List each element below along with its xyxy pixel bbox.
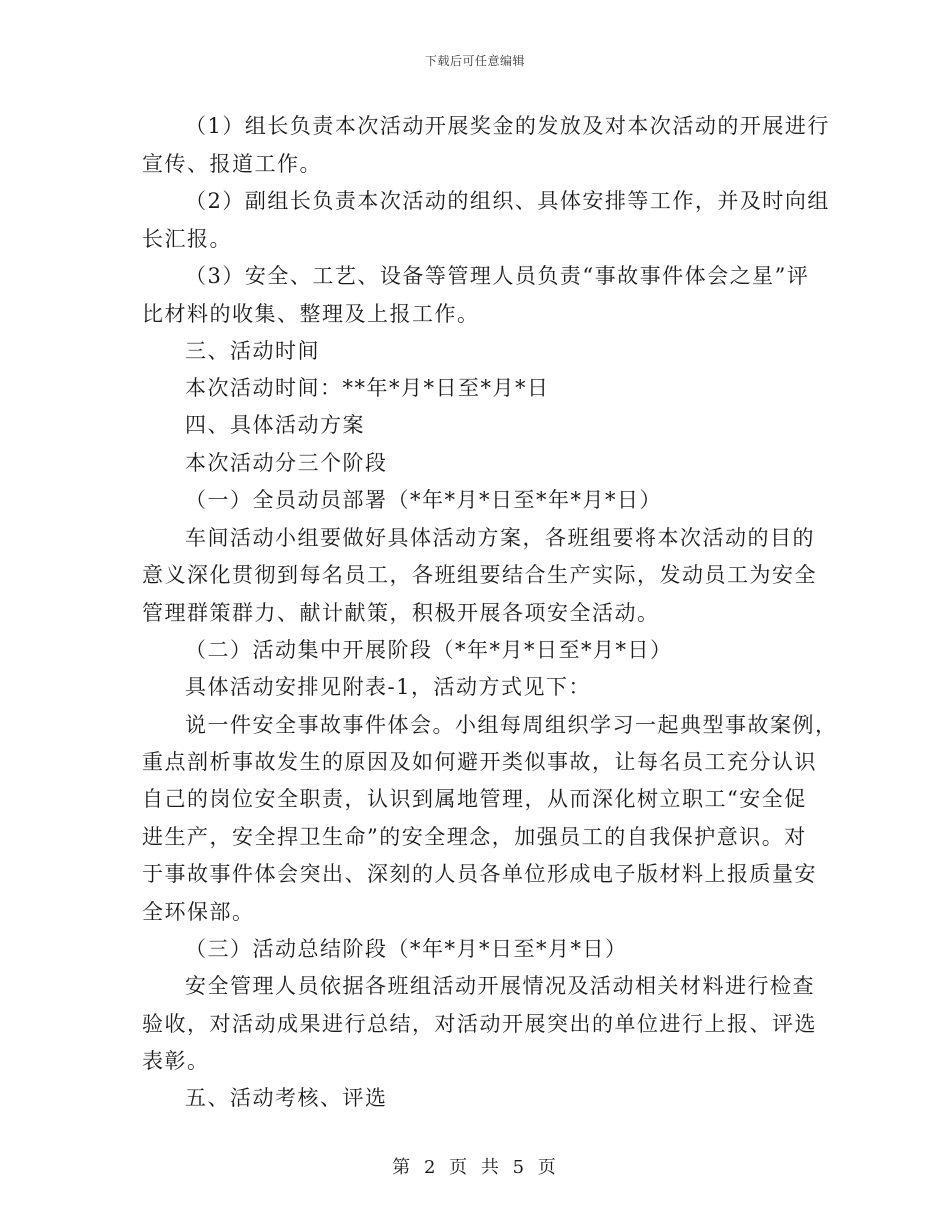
section-heading: 五、活动考核、评选 [185, 1086, 388, 1110]
paragraph-line: 安全管理人员依据各班组活动开展情况及活动相关材料进行检查 [185, 974, 815, 998]
paragraph-line: 比材料的收集、整理及上报工作。 [142, 302, 480, 326]
paragraph-line: 表彰。 [142, 1049, 210, 1073]
paragraph-line: 管理群策群力、献计献策，积极开展各项安全活动。 [142, 601, 660, 625]
section-heading: 四、具体活动方案 [185, 413, 365, 437]
paragraph-line: 宣传、报道工作。 [142, 152, 322, 176]
paragraph-line: 意义深化贯彻到每名员工，各班组要结合生产实际，发动员工为安全 [142, 563, 817, 587]
page-number: 第 2 页 共 5 页 [392, 1157, 558, 1178]
paragraph-line: 重点剖析事故发生的原因及如何避开类似事故，让每名员工充分认识 [142, 750, 817, 774]
header-note: 下载后可任意编辑 [424, 54, 525, 68]
paragraph-line: 车间活动小组要做好具体活动方案，各班组要将本次活动的目的 [185, 526, 815, 550]
subsection-heading: （二）活动集中开展阶段（*年*月*日至*月*日） [185, 638, 673, 662]
paragraph-line: 本次活动时间：**年*月*日至*月*日 [185, 376, 550, 400]
paragraph-line: 长汇报。 [142, 227, 232, 251]
section-heading: 三、活动时间 [185, 339, 320, 363]
paragraph-line: （2）副组长负责本次活动的组织、具体安排等工作，并及时向组 [185, 189, 830, 213]
paragraph-line: 进生产，安全捍卫生命”的安全理念，加强员工的自我保护意识。对 [142, 825, 807, 849]
paragraph-line: （1）组长负责本次活动开展奖金的发放及对本次活动的开展进行 [185, 114, 830, 138]
paragraph-line: 本次活动分三个阶段 [185, 451, 388, 475]
paragraph-line: 说一件安全事故事件体会。小组每周组织学习一起典型事故案例， [185, 713, 838, 737]
paragraph-line: 验收，对活动成果进行总结，对活动开展突出的单位进行上报、评选 [142, 1012, 817, 1036]
paragraph-line: 自己的岗位安全职责，认识到属地管理，从而深化树立职工“安全促 [142, 787, 807, 811]
paragraph-line: 全环保部。 [142, 900, 255, 924]
paragraph-line: 于事故事件体会突出、深刻的人员各单位形成电子版材料上报质量安 [142, 862, 817, 886]
subsection-heading: （一）全员动员部署（*年*月*日至*年*月*日） [185, 488, 662, 512]
subsection-heading: （三）活动总结阶段（*年*月*日至*月*日） [185, 937, 628, 961]
paragraph-line: 具体活动安排见附表-1，活动方式见下： [185, 675, 591, 699]
paragraph-line: （3）安全、工艺、设备等管理人员负责“事故事件体会之星”评 [185, 264, 810, 288]
